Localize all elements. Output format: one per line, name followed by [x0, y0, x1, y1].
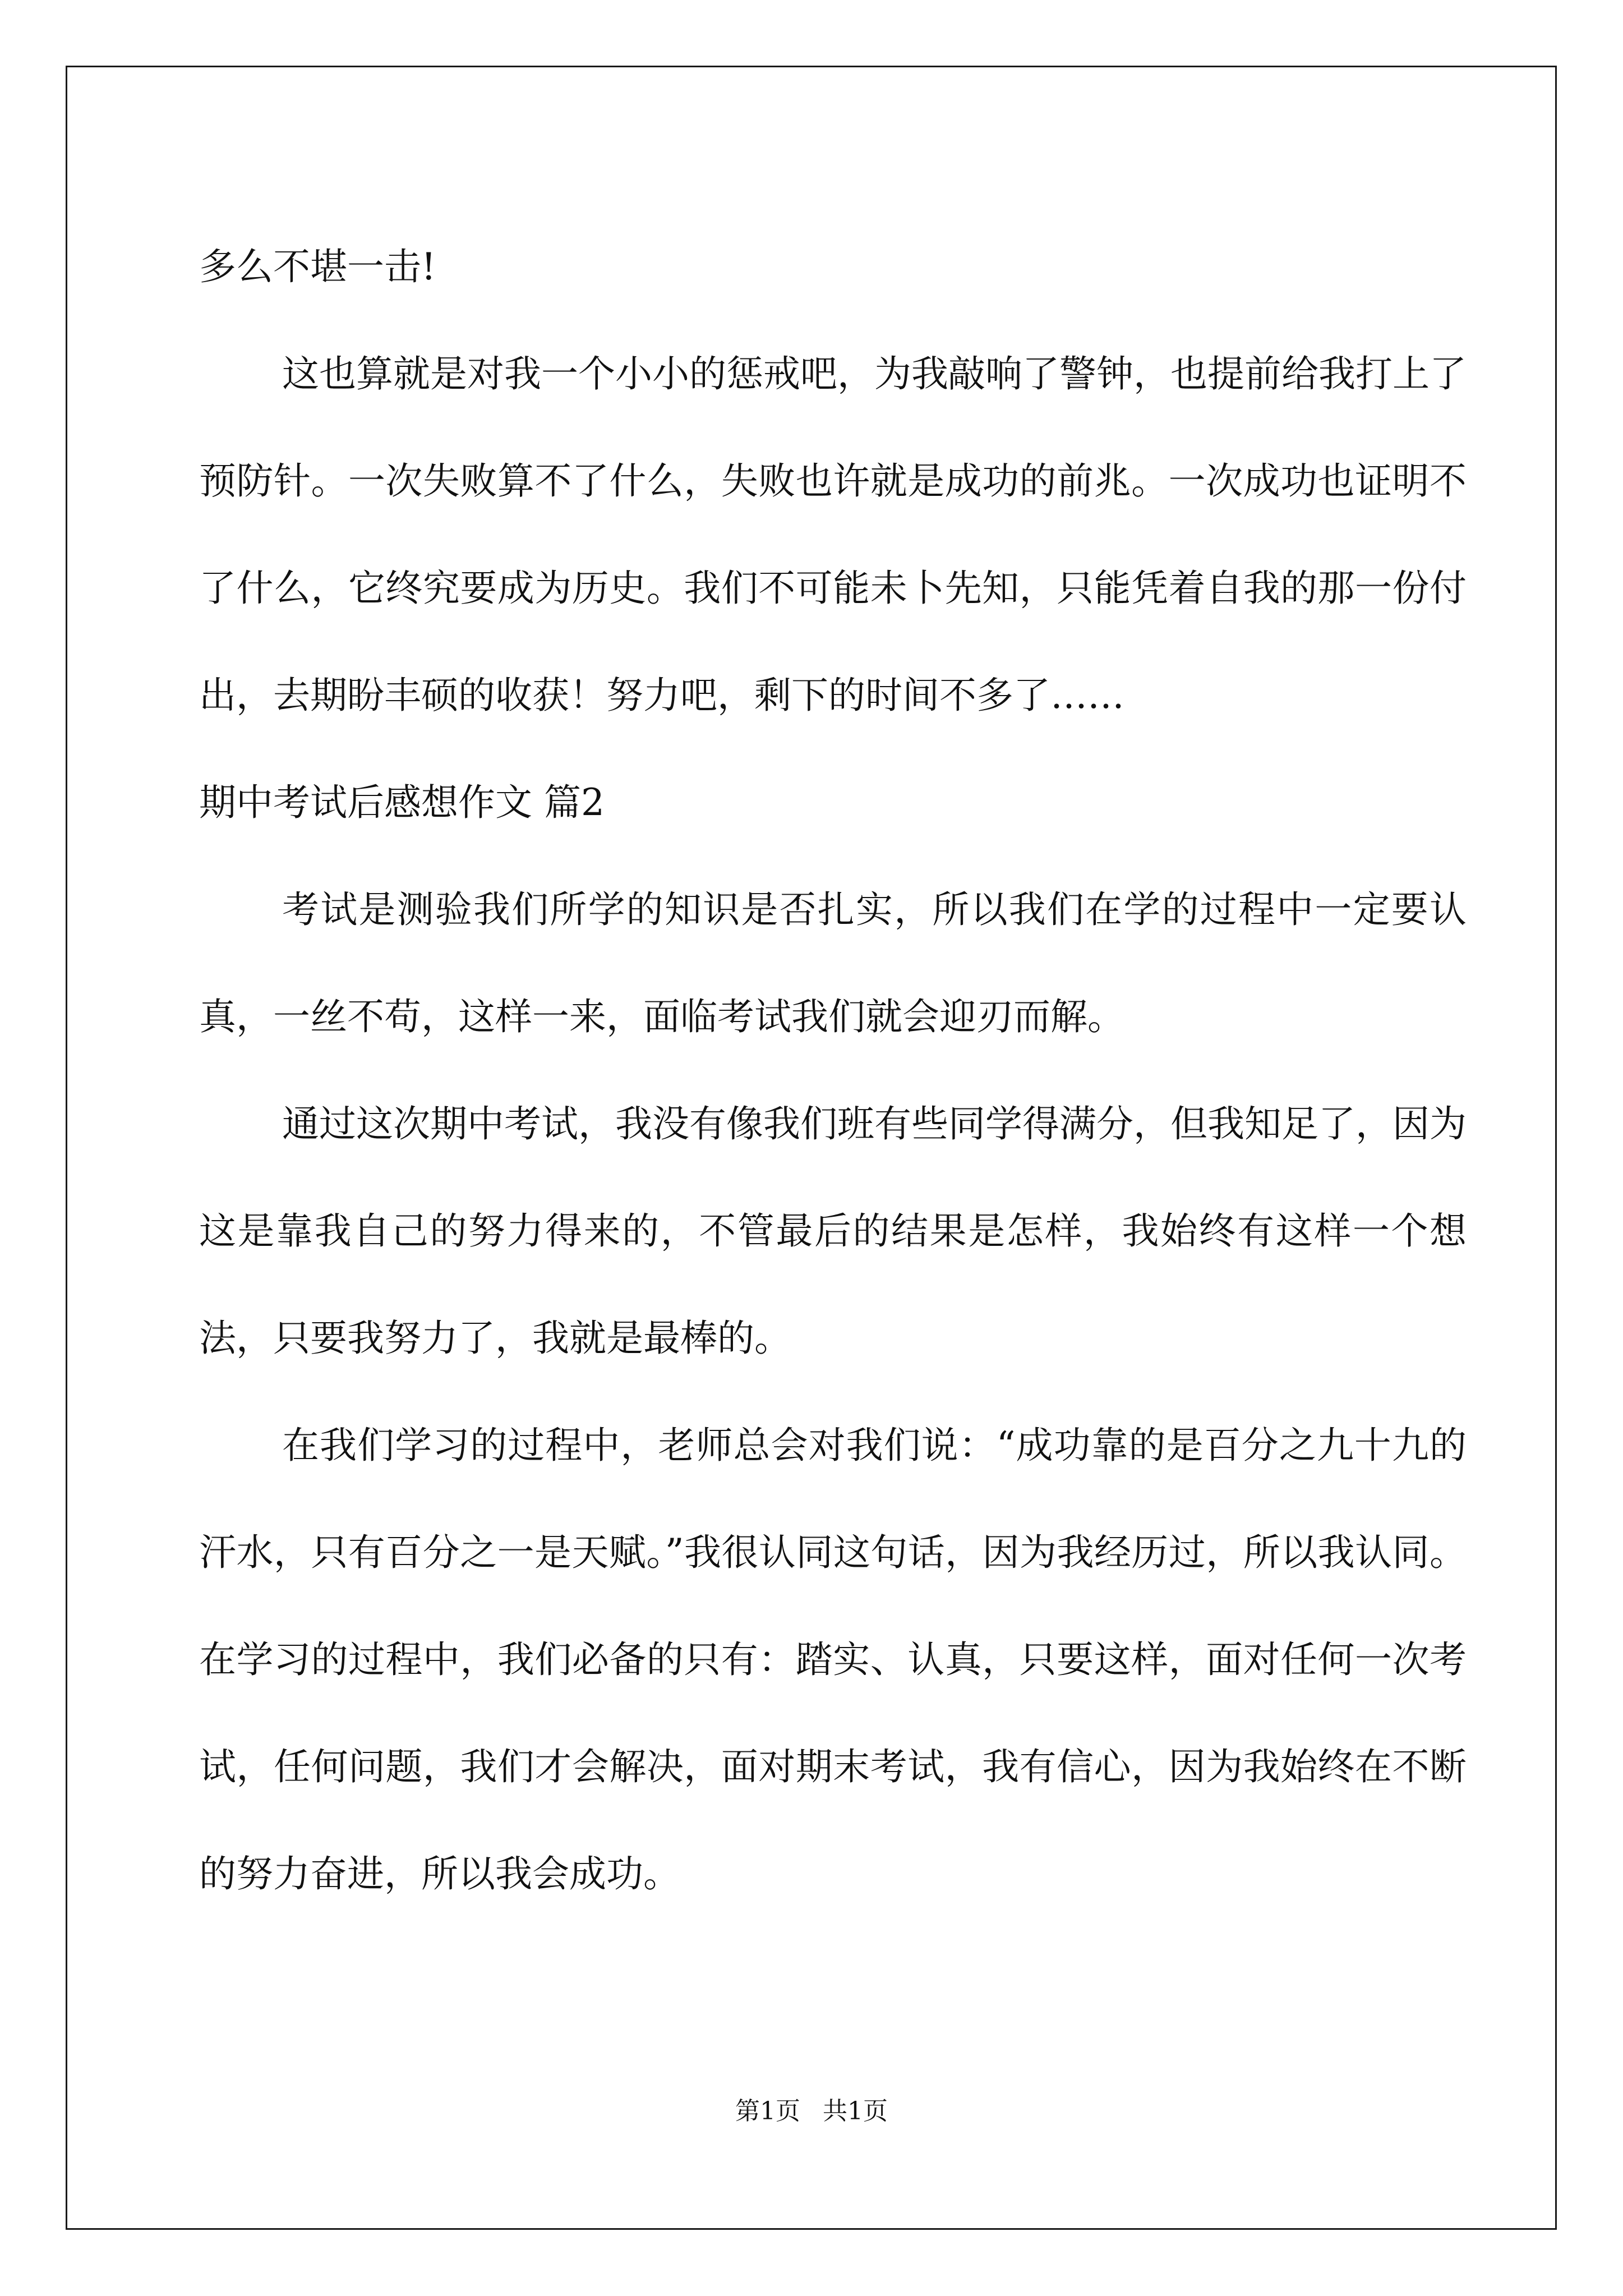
- page-footer: [0, 2091, 1623, 2127]
- paragraph-5: 在我们学习的过程中，老师总会对我们说：“成功靠的是百分之九十九的汗水，只有百分之一是天赋。”我很认同这句话，因为我经历过，所以我认同。在学习的过程中，我们必备的只有：踏实、认真，只要这样，面对任何一次考试，任何问题，我们才会解决，面对期末考试，我有信心，因为我始终在不断的努力奋进，所以我会成功。: [199, 1424, 1467, 1895]
- section-heading: 期中考试后感想作文 篇2: [199, 781, 605, 824]
- paragraph-1: 多么不堪一击!: [199, 245, 436, 288]
- document-body: [199, 213, 1467, 1927]
- paragraph-2: 这也算就是对我一个小小的惩戒吧，为我敲响了警钟，也提前给我打上了预防针。一次失败算不了什么，失败也许就是成功的前兆。一次成功也证明不了什么，它终究要成为历史。我们不可能未卜先知，只能凭着自我的那一份付出，去期盼丰硕的收获！努力吧，剩下的时间不多了……: [199, 352, 1467, 717]
- paragraph-4: 通过这次期中考试，我没有像我们班有些同学得满分，但我知足了，因为这是靠我自己的努力得来的，不管最后的结果是怎样，我始终有这样一个想法，只要我努力了，我就是最棒的。: [199, 1102, 1467, 1360]
- paragraph-3: 考试是测验我们所学的知识是否扎实，所以我们在学的过程中一定要认真，一丝不苟，这样一来，面临考试我们就会迎刃而解。: [199, 888, 1467, 1038]
- total-pages: 共1页: [823, 2097, 888, 2125]
- page-number: 第1页: [735, 2097, 800, 2125]
